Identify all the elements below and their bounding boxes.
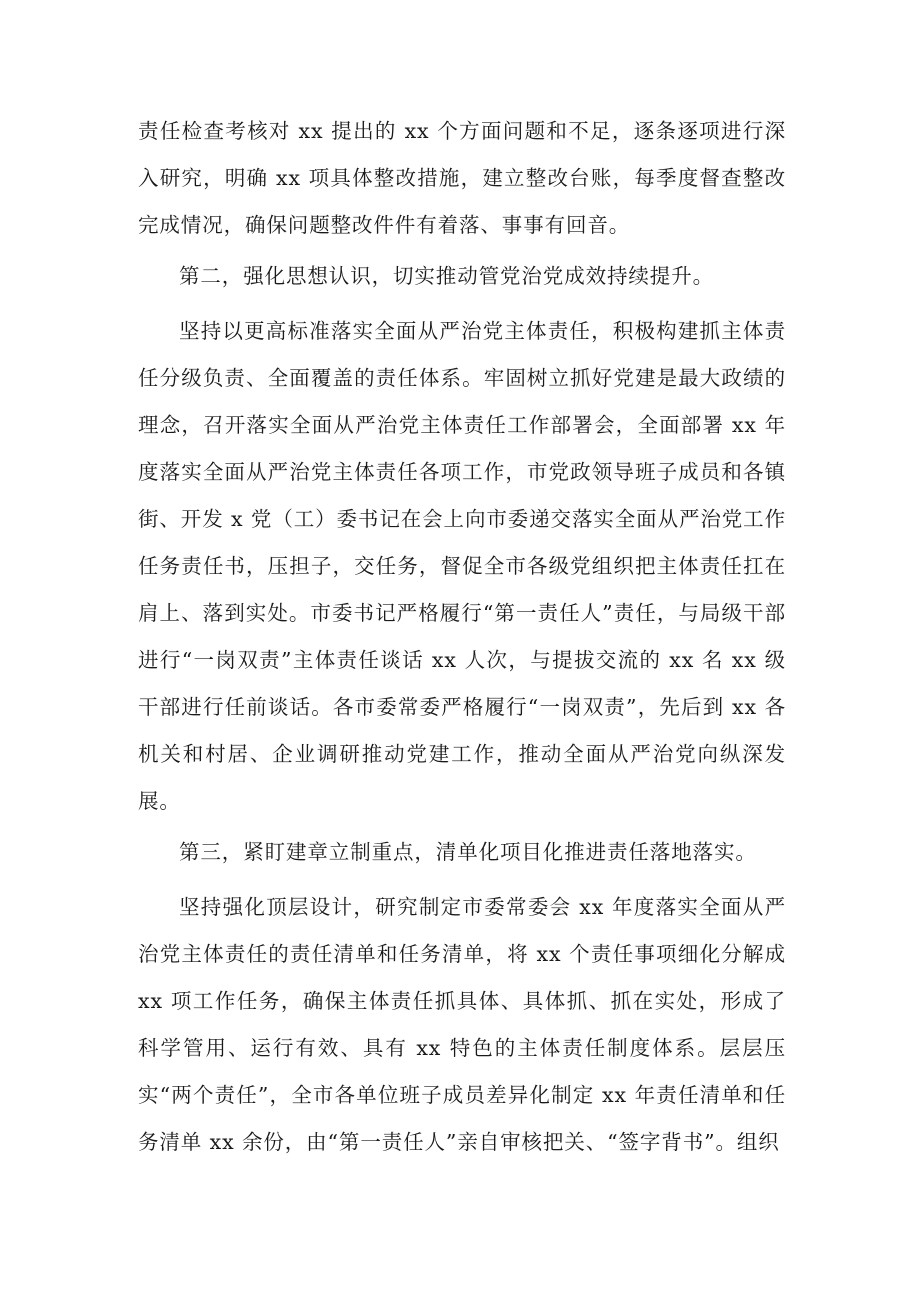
paragraph-top-level-design: 坚持强化顶层设计，研究制定市委常委会 xx 年度落实全面从严治党主体责任的责任清单和任务清单，将 xx 个责任事项细化分解成 xx 项工作任务，确保主体责任抓具体、具体抓、抓在实处，形成了科学管用、运行有效、具有 xx 特色的主体责任制度体系。层层压实“两个责任”，全市各单位班子成员差异化制定 xx 年责任清单和任务清单 xx 余份，由“第一责任人”亲自审核把关、“签字背书”。组织	[138, 895, 786, 1154]
paragraph-rectification-continued: 责任检查考核对 xx 提出的 xx 个方面问题和不足，逐条逐项进行深入研究，明确 xx 项具体整改措施，建立整改台账，每季度督查整改完成情况，确保问题整改件件有着落、事事有回音。	[138, 119, 786, 237]
heading-third: 第三，紧盯建章立制重点，清单化项目化推进责任落地落实。	[179, 840, 757, 864]
heading-second: 第二，强化思想认识，切实推动管党治党成效持续提升。	[179, 264, 714, 288]
paragraph-responsibility-system: 坚持以更高标准落实全面从严治党主体责任，积极构建抓主体责任分级负责、全面覆盖的责任体系。牢固树立抓好党建是最大政绩的理念，召开落实全面从严治党主体责任工作部署会，全面部署 xx 年度落实全面从严治党主体责任各项工作，市党政领导班子成员和各镇街、开发 x 党（工）委书记在会上向市委递交落实全面从严治党工作任务责任书，压担子，交任务，督促全市各级党组织把主体责任扛在肩上、落到实处。市委书记严格履行“第一责任人”责任，与局级干部进行“一岗双责”主体责任谈话 xx 人次，与提拔交流的 xx 名 xx 级干部进行任前谈话。各市委常委严格履行“一岗双责”，先后到 xx 各机关和村居、企业调研推动党建工作，推动全面从严治党向纵深发展。	[138, 319, 786, 813]
